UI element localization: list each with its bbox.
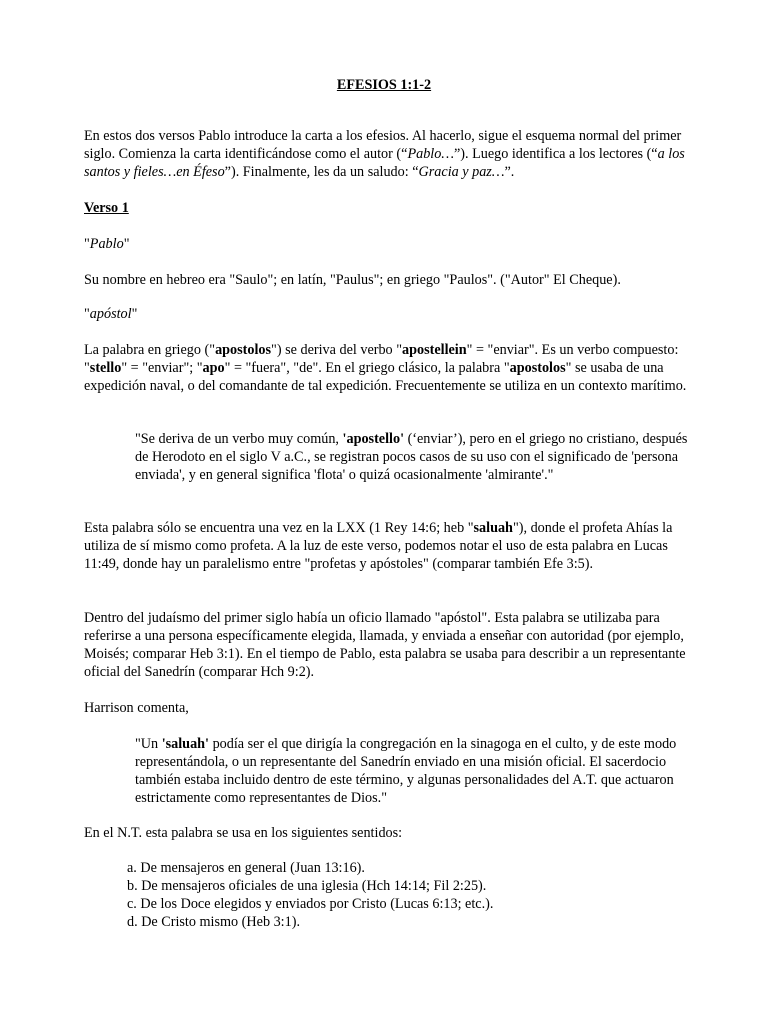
- intro-paragraph: [84, 127, 690, 181]
- list-item: c. De los Doce elegidos y enviados por Cristo (Lucas 6:13; etc.).: [127, 896, 494, 912]
- apostol-definition-paragraph: La palabra en griego ("apostolos") se deriva del verbo "apostellein" = "enviar". Es un verbo compuesto: "stello" = "enviar"; "apo" = "fuera", "de". En el griego clásico, la palabra "apostolos" se usaba de una expedición naval, o del comandante de tal expedición. Frecuentemente se utiliza en un contexto marítimo.: [84, 342, 687, 394]
- term-apostol: "apóstol": [84, 306, 138, 322]
- hebrew-term: 'saluah': [161, 736, 210, 752]
- block-quote-saluah: "Un 'saluah' podía ser el que dirigía la congregación en la sinagoga en el culto, y de este modo representándola, o un representante del Sanedrín enviado en una misión oficial. El sacerdocio también estaba incluido dentro de este término, y algunas personalidades del A.T. que actuaron estrictamente como representantes de Dios.": [135, 736, 677, 806]
- intro-italic-3: Gracia y paz…: [418, 164, 505, 180]
- judaism-paragraph: Dentro del judaísmo del primer siglo había un oficio llamado "apóstol". Esta palabra se utilizaba para referirse a una persona específicamente elegida, llamada, y enviada a enseñar con autoridad (por ejemplo, Moisés; comparar Heb 3:1). En el tiempo de Pablo, esta palabra se usaba para describir a un representante oficial del Sanedrín (comparar Hch 9:2).: [84, 610, 686, 680]
- greek-term: apostolos: [509, 360, 566, 376]
- page-title: EFESIOS 1:1-2: [336, 77, 432, 93]
- pablo-name-paragraph: Su nombre en hebreo era "Saulo"; en latín, "Paulus"; en griego "Paulos". ("Autor" El Cheque).: [84, 272, 621, 288]
- term-apostol-word: apóstol: [89, 306, 132, 322]
- list-item: b. De mensajeros oficiales de una iglesia (Hch 14:14; Fil 2:25).: [127, 878, 487, 894]
- lxx-paragraph: Esta palabra sólo se encuentra una vez en la LXX (1 Rey 14:6; heb "saluah"), donde el profeta Ahías la utiliza de sí mismo como profeta. A la luz de este verso, podemos notar el uso de esta palabra en Lucas 11:49, donde hay un paralelismo entre "profetas y apóstoles" (comparar también Efe 3:5).: [84, 520, 673, 572]
- harrison-paragraph: Harrison comenta,: [84, 700, 189, 716]
- intro-text-4: ”.: [504, 164, 515, 180]
- greek-term: 'apostello': [342, 431, 405, 447]
- nt-senses-intro: En el N.T. esta palabra se usa en los siguientes sentidos:: [84, 825, 403, 841]
- intro-italic-1: Pablo…: [407, 146, 454, 162]
- intro-text-2: ”). Luego identifica a los lectores (“: [453, 146, 658, 162]
- term-pablo: "Pablo": [84, 236, 130, 252]
- list-item: a. De mensajeros en general (Juan 13:16).: [127, 860, 365, 876]
- greek-term: apostellein: [402, 342, 467, 358]
- block-quote-apostello: "Se deriva de un verbo muy común, 'apostello' (‘enviar’), pero en el griego no cristiano, después de Herodoto en el siglo V a.C., se registran pocos casos de su uso con el significado de 'persona enviada', y en general significa 'flota' o quizá ocasionalmente 'almirante'.": [135, 431, 688, 483]
- greek-term: stello: [89, 360, 122, 376]
- greek-term: apo: [202, 360, 225, 376]
- hebrew-term: saluah: [473, 520, 513, 536]
- list-item: d. De Cristo mismo (Heb 3:1).: [127, 914, 300, 930]
- senses-list: [127, 859, 687, 931]
- intro-text-3: ”). Finalmente, les da un saludo: “: [224, 164, 419, 180]
- intro-text-1: En estos dos versos Pablo introduce la carta a los efesios. Al hacerlo, sigue el esquema normal del primer siglo. Comienza la carta identificándose como el autor (“: [84, 128, 682, 162]
- intro-italic-2: a los santos y fieles…en Éfeso: [84, 146, 685, 180]
- term-pablo-word: Pablo: [89, 236, 124, 252]
- verse-heading: Verso 1: [84, 200, 129, 216]
- greek-term: apostolos: [215, 342, 272, 358]
